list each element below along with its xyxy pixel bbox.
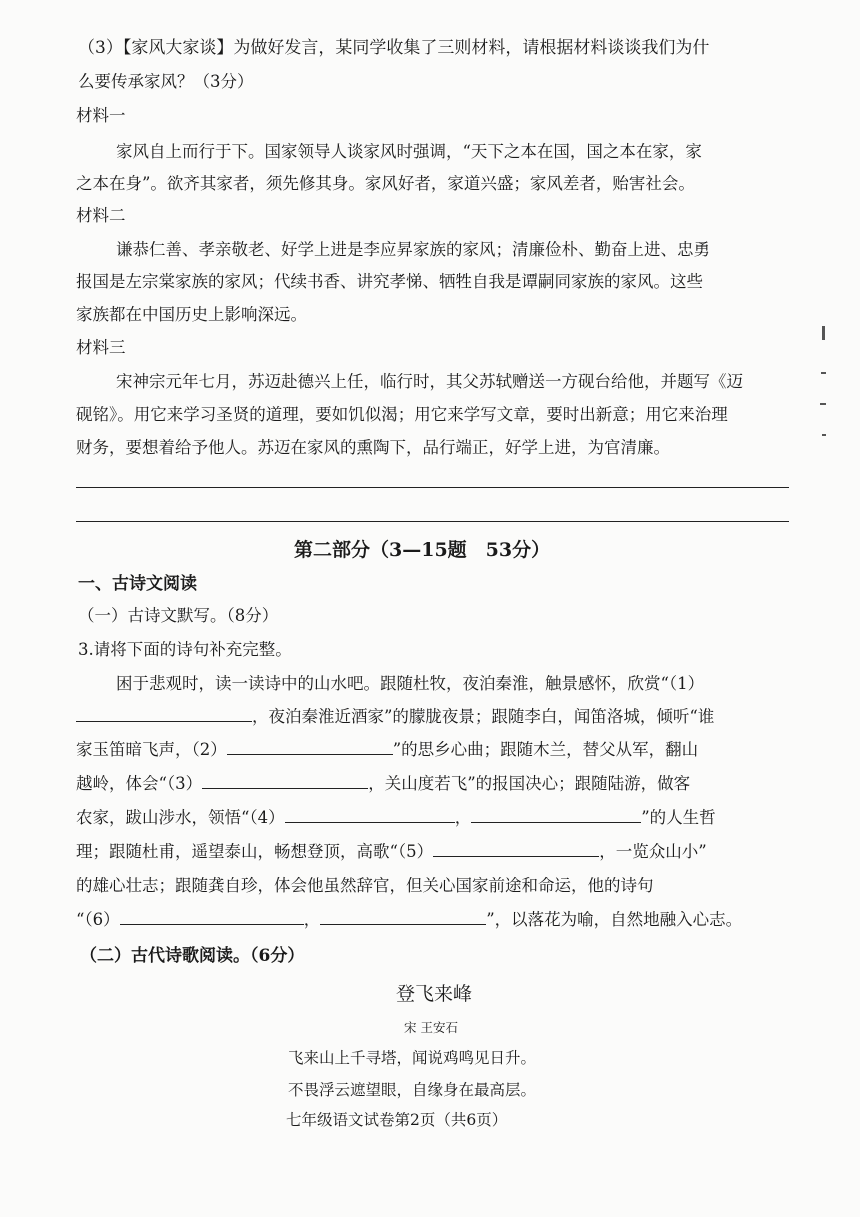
scan-mark-1	[822, 326, 825, 340]
material2-text-1: 谦恭仁善、孝亲敬老、好学上进是李应昇家族的家风；清廉俭朴、勤奋上进、忠勇	[116, 240, 710, 259]
q3-line1: （3）【家风大家谈】为做好发言，某同学收集了三则材料，请根据材料谈谈我们为什	[78, 38, 710, 58]
fill-paragraph-8: “（6） ， ”，以落花为喻，自然地融入心志。	[76, 910, 743, 929]
material3-text-2: 砚铭》。用它来学习圣贤的道理，要如饥似渴；用它来学写文章，要时出新意；用它来治理	[76, 405, 728, 424]
fill-paragraph-5: 农家，跋山涉水，领悟“（4） ， ”的人生哲	[76, 808, 716, 827]
fill-paragraph-1: 困于悲观时，读一读诗中的山水吧。跟随杜牧，夜泊秦淮，触景感怀，欣赏“（1）	[116, 674, 705, 693]
scan-mark-4	[822, 434, 826, 436]
scan-mark-3	[820, 403, 826, 405]
material2-title: 材料二	[76, 206, 126, 225]
blank-5[interactable]	[433, 842, 599, 857]
material1-text-2: 之本在身”。欲齐其家者，须先修其身。家风好者，家道兴盛；家风差者，贻害社会。	[76, 174, 695, 193]
q3-line2: 么要传承家风？（3分）	[78, 72, 254, 91]
answer-line-1[interactable]	[76, 487, 789, 488]
fill-paragraph-2: ，夜泊秦淮近酒家”的朦胧夜景；跟随李白，闻笛洛城，倾听“谁	[76, 705, 714, 729]
poem-line-2: 不畏浮云遮望眼，自缘身在最高层。	[288, 1081, 537, 1099]
blank-1[interactable]	[76, 707, 252, 722]
material3-text-1: 宋神宗元年七月，苏迈赴德兴上任，临行时，其父苏轼赠送一方砚台给他，并题写《迈	[116, 372, 743, 391]
material2-text-2: 报国是左宗棠家族的家风；代续书香、讲究孝悌、牺牲自我是谭嗣同家族的家风。这些	[76, 272, 703, 291]
part2-heading: 第二部分（3—15题 53分）	[294, 539, 551, 561]
blank-4b[interactable]	[471, 808, 641, 823]
question3-prompt: 3.请将下面的诗句补充完整。	[78, 640, 292, 659]
fill-paragraph-6: 理；跟随杜甫，遥望泰山，畅想登顶，高歌“（5） ，一览众山小”	[76, 842, 707, 861]
blank-4a[interactable]	[285, 808, 455, 823]
material3-title: 材料三	[76, 338, 126, 357]
material1-title: 材料一	[76, 106, 126, 125]
poem-title: 登飞来峰	[396, 983, 473, 1005]
blank-6a[interactable]	[120, 910, 304, 925]
fill-paragraph-4: 越岭，体会“（3） ，关山度若飞”的报国决心；跟随陆游，做客	[76, 774, 691, 793]
fill-paragraph-7: 的雄心壮志；跟随龚自珍，体会他虽然辞官，但关心国家前途和命运，他的诗句	[76, 876, 654, 895]
blank-6b[interactable]	[320, 910, 486, 925]
subsection2-heading: （二）古代诗歌阅读。（6分）	[80, 946, 305, 966]
fill-paragraph-3: 家玉笛暗飞声，（2） ”的思乡心曲；跟随木兰，替父从军，翻山	[76, 740, 699, 759]
page-footer: 七年级语文试卷第2页（共6页）	[286, 1111, 508, 1129]
material1-text-1: 家风自上而行于下。国家领导人谈家风时强调，“天下之本在国，国之本在家，家	[116, 142, 702, 161]
poem-line-1: 飞来山上千寻塔，闻说鸡鸣见日升。	[288, 1049, 537, 1067]
poem-author: 宋 王安石	[404, 1020, 458, 1035]
blank-2[interactable]	[227, 740, 393, 755]
material3-text-3: 财务，要想着给予他人。苏迈在家风的熏陶下，品行端正，好学上进，为官清廉。	[76, 438, 670, 457]
subsection1-heading: （一）古诗文默写。（8分）	[78, 606, 279, 625]
material2-text-3: 家族都在中国历史上影响深远。	[76, 305, 307, 324]
blank-3[interactable]	[202, 774, 368, 789]
answer-line-2[interactable]	[76, 521, 789, 522]
scan-mark-2	[821, 372, 826, 374]
section1-heading: 一、古诗文阅读	[78, 574, 197, 594]
